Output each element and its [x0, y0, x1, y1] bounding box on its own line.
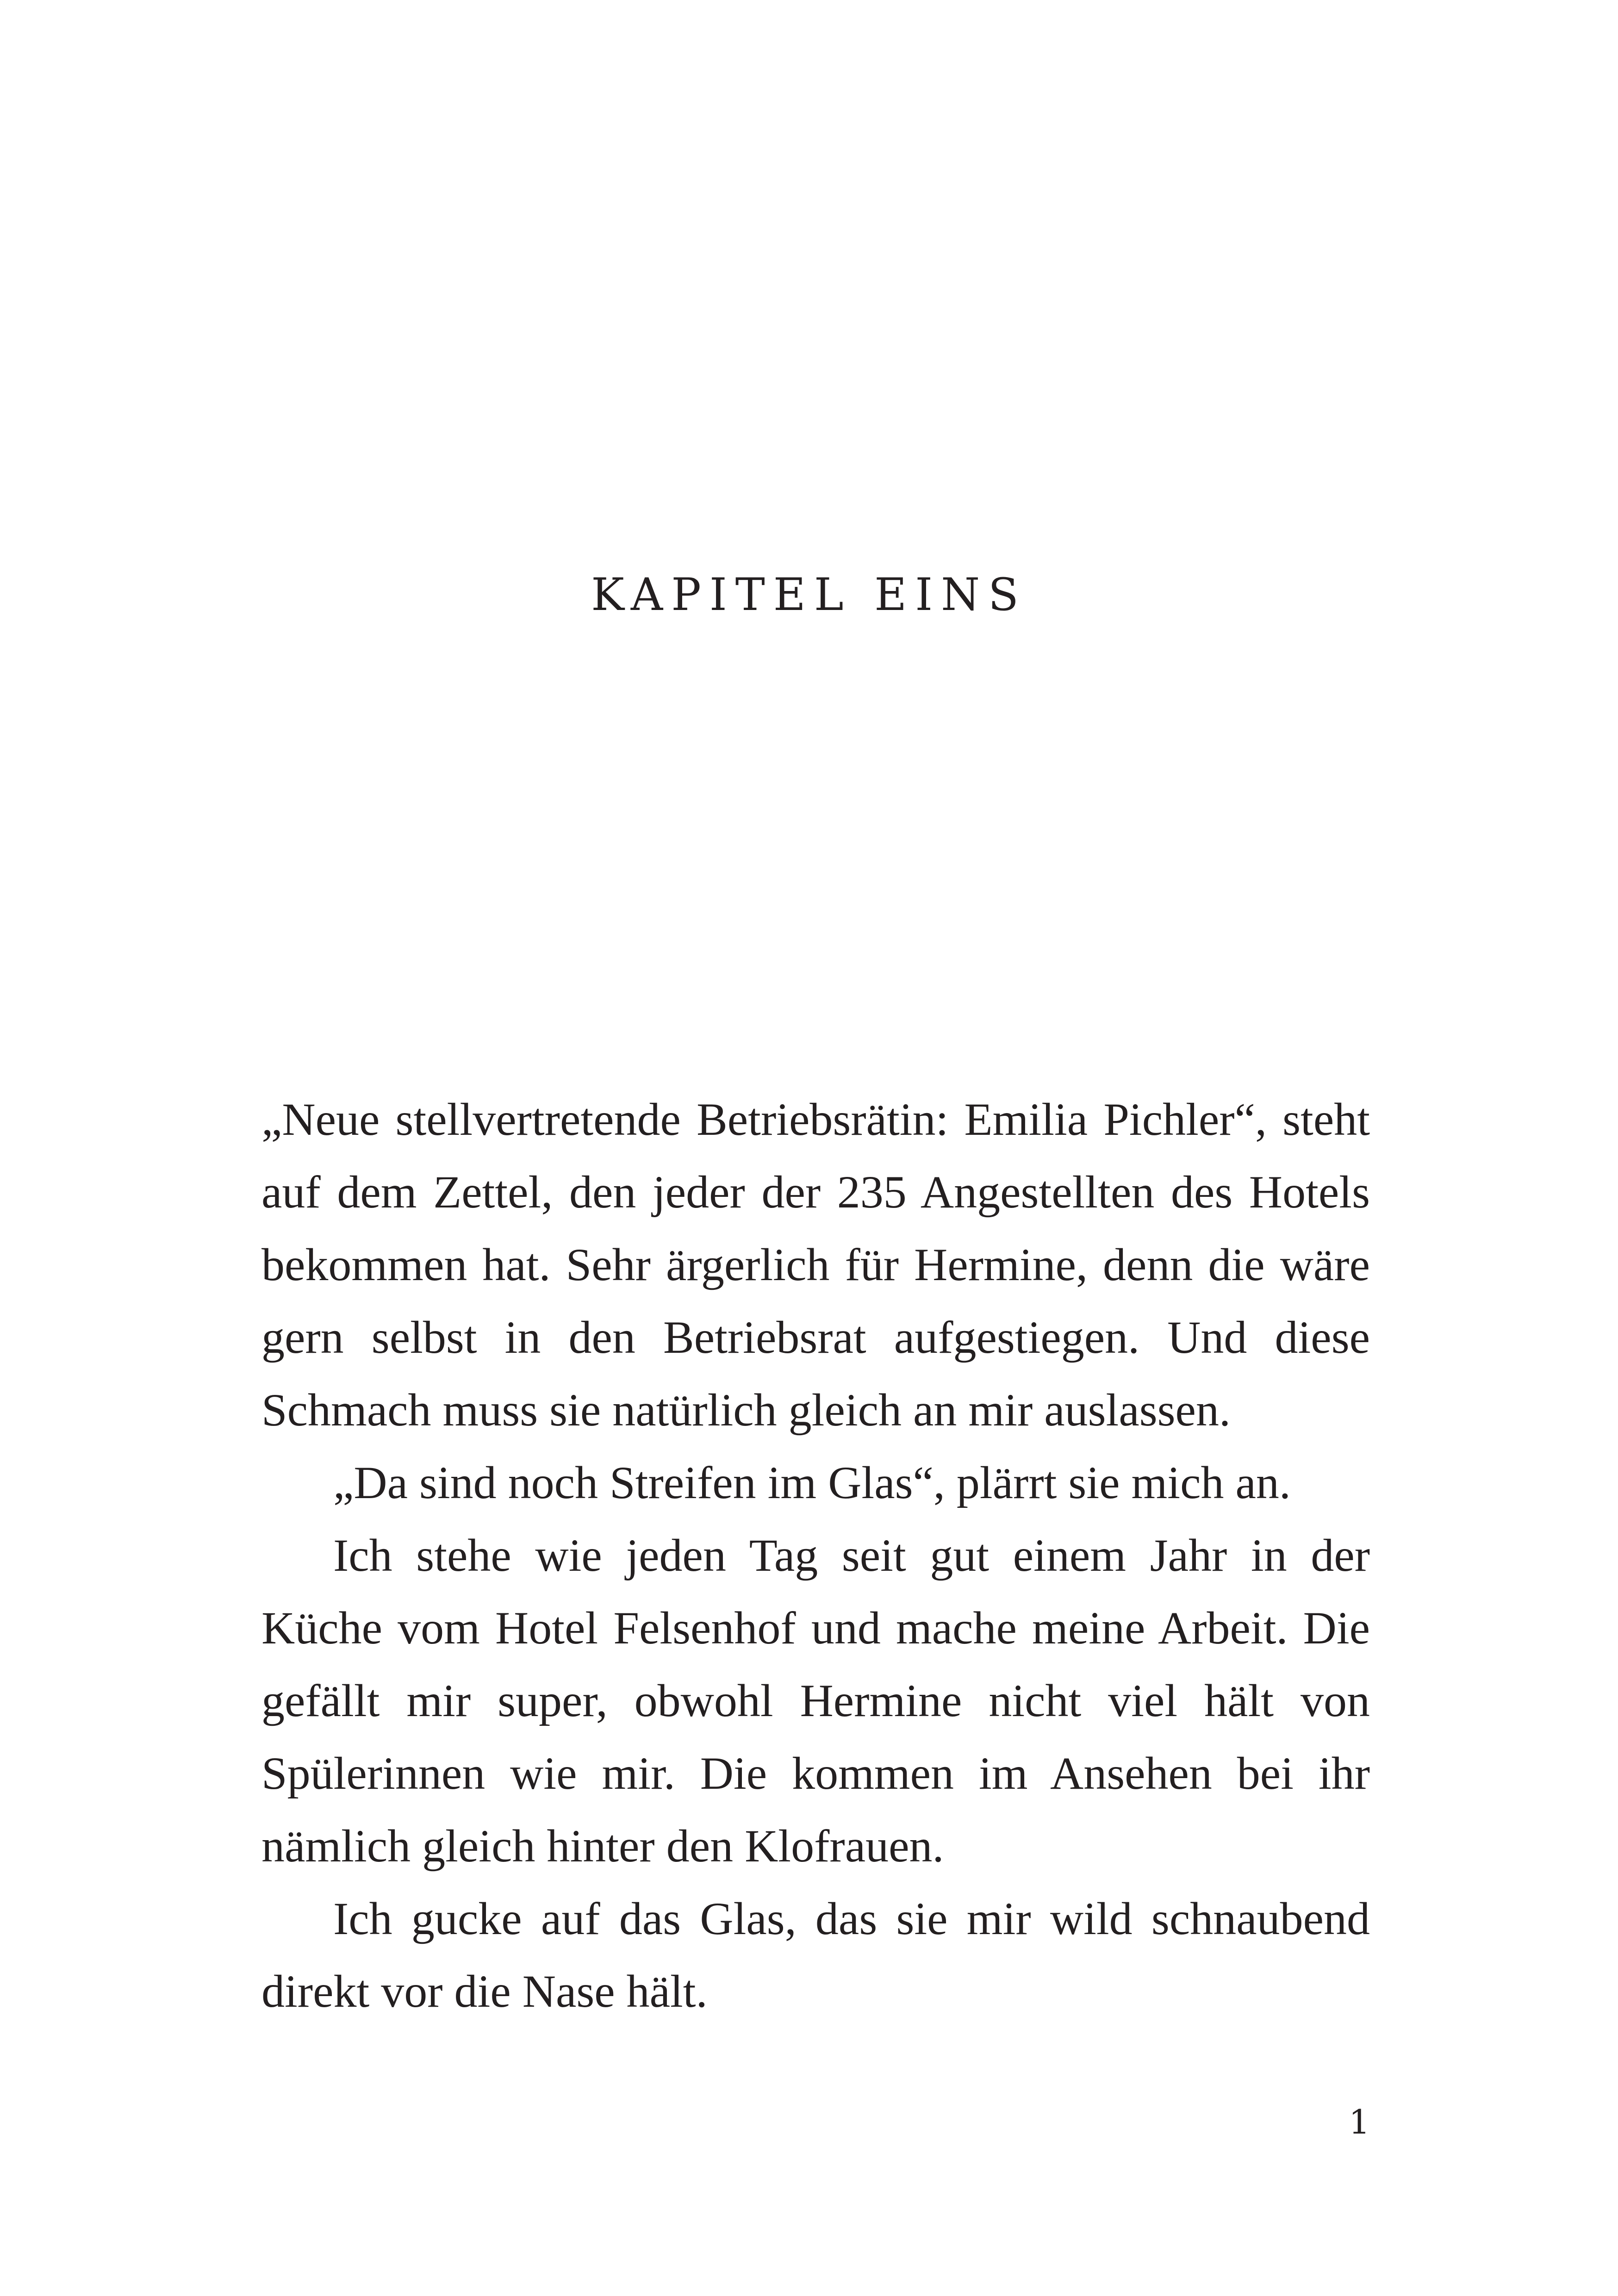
paragraph: „Neue stellvertretende Betriebsrätin: Emilia Pichler“, steht auf dem Zettel, den jeder der 235 Angestellten des Hotels bekommen hat. Sehr ärgerlich für Hermine, denn die wäre gern selbst in den Betriebsrat aufgestiegen. Und diese Schmach muss sie natürlich gleich an mir auslassen.	[261, 1094, 1370, 1436]
paragraph: Ich stehe wie jeden Tag seit gut einem Jahr in der Küche vom Hotel Felsenhof und mache meine Arbeit. Die gefällt mir super, obwohl Hermine nicht viel hält von Spülerinnen wie mir. Die kommen im Ansehen bei ihr nämlich gleich hinter den Klofrauen.	[261, 1530, 1370, 1872]
page-number: 1	[1349, 2103, 1370, 2141]
paragraph: „Da sind noch Streifen im Glas“, plärrt sie mich an.	[333, 1457, 1291, 1508]
paragraph: Ich gucke auf das Glas, das sie mir wild schnaubend direkt vor die Nase hält.	[261, 1893, 1370, 2017]
chapter-title: KAPITEL EINS	[591, 569, 1027, 621]
body-text	[261, 1083, 1370, 2028]
